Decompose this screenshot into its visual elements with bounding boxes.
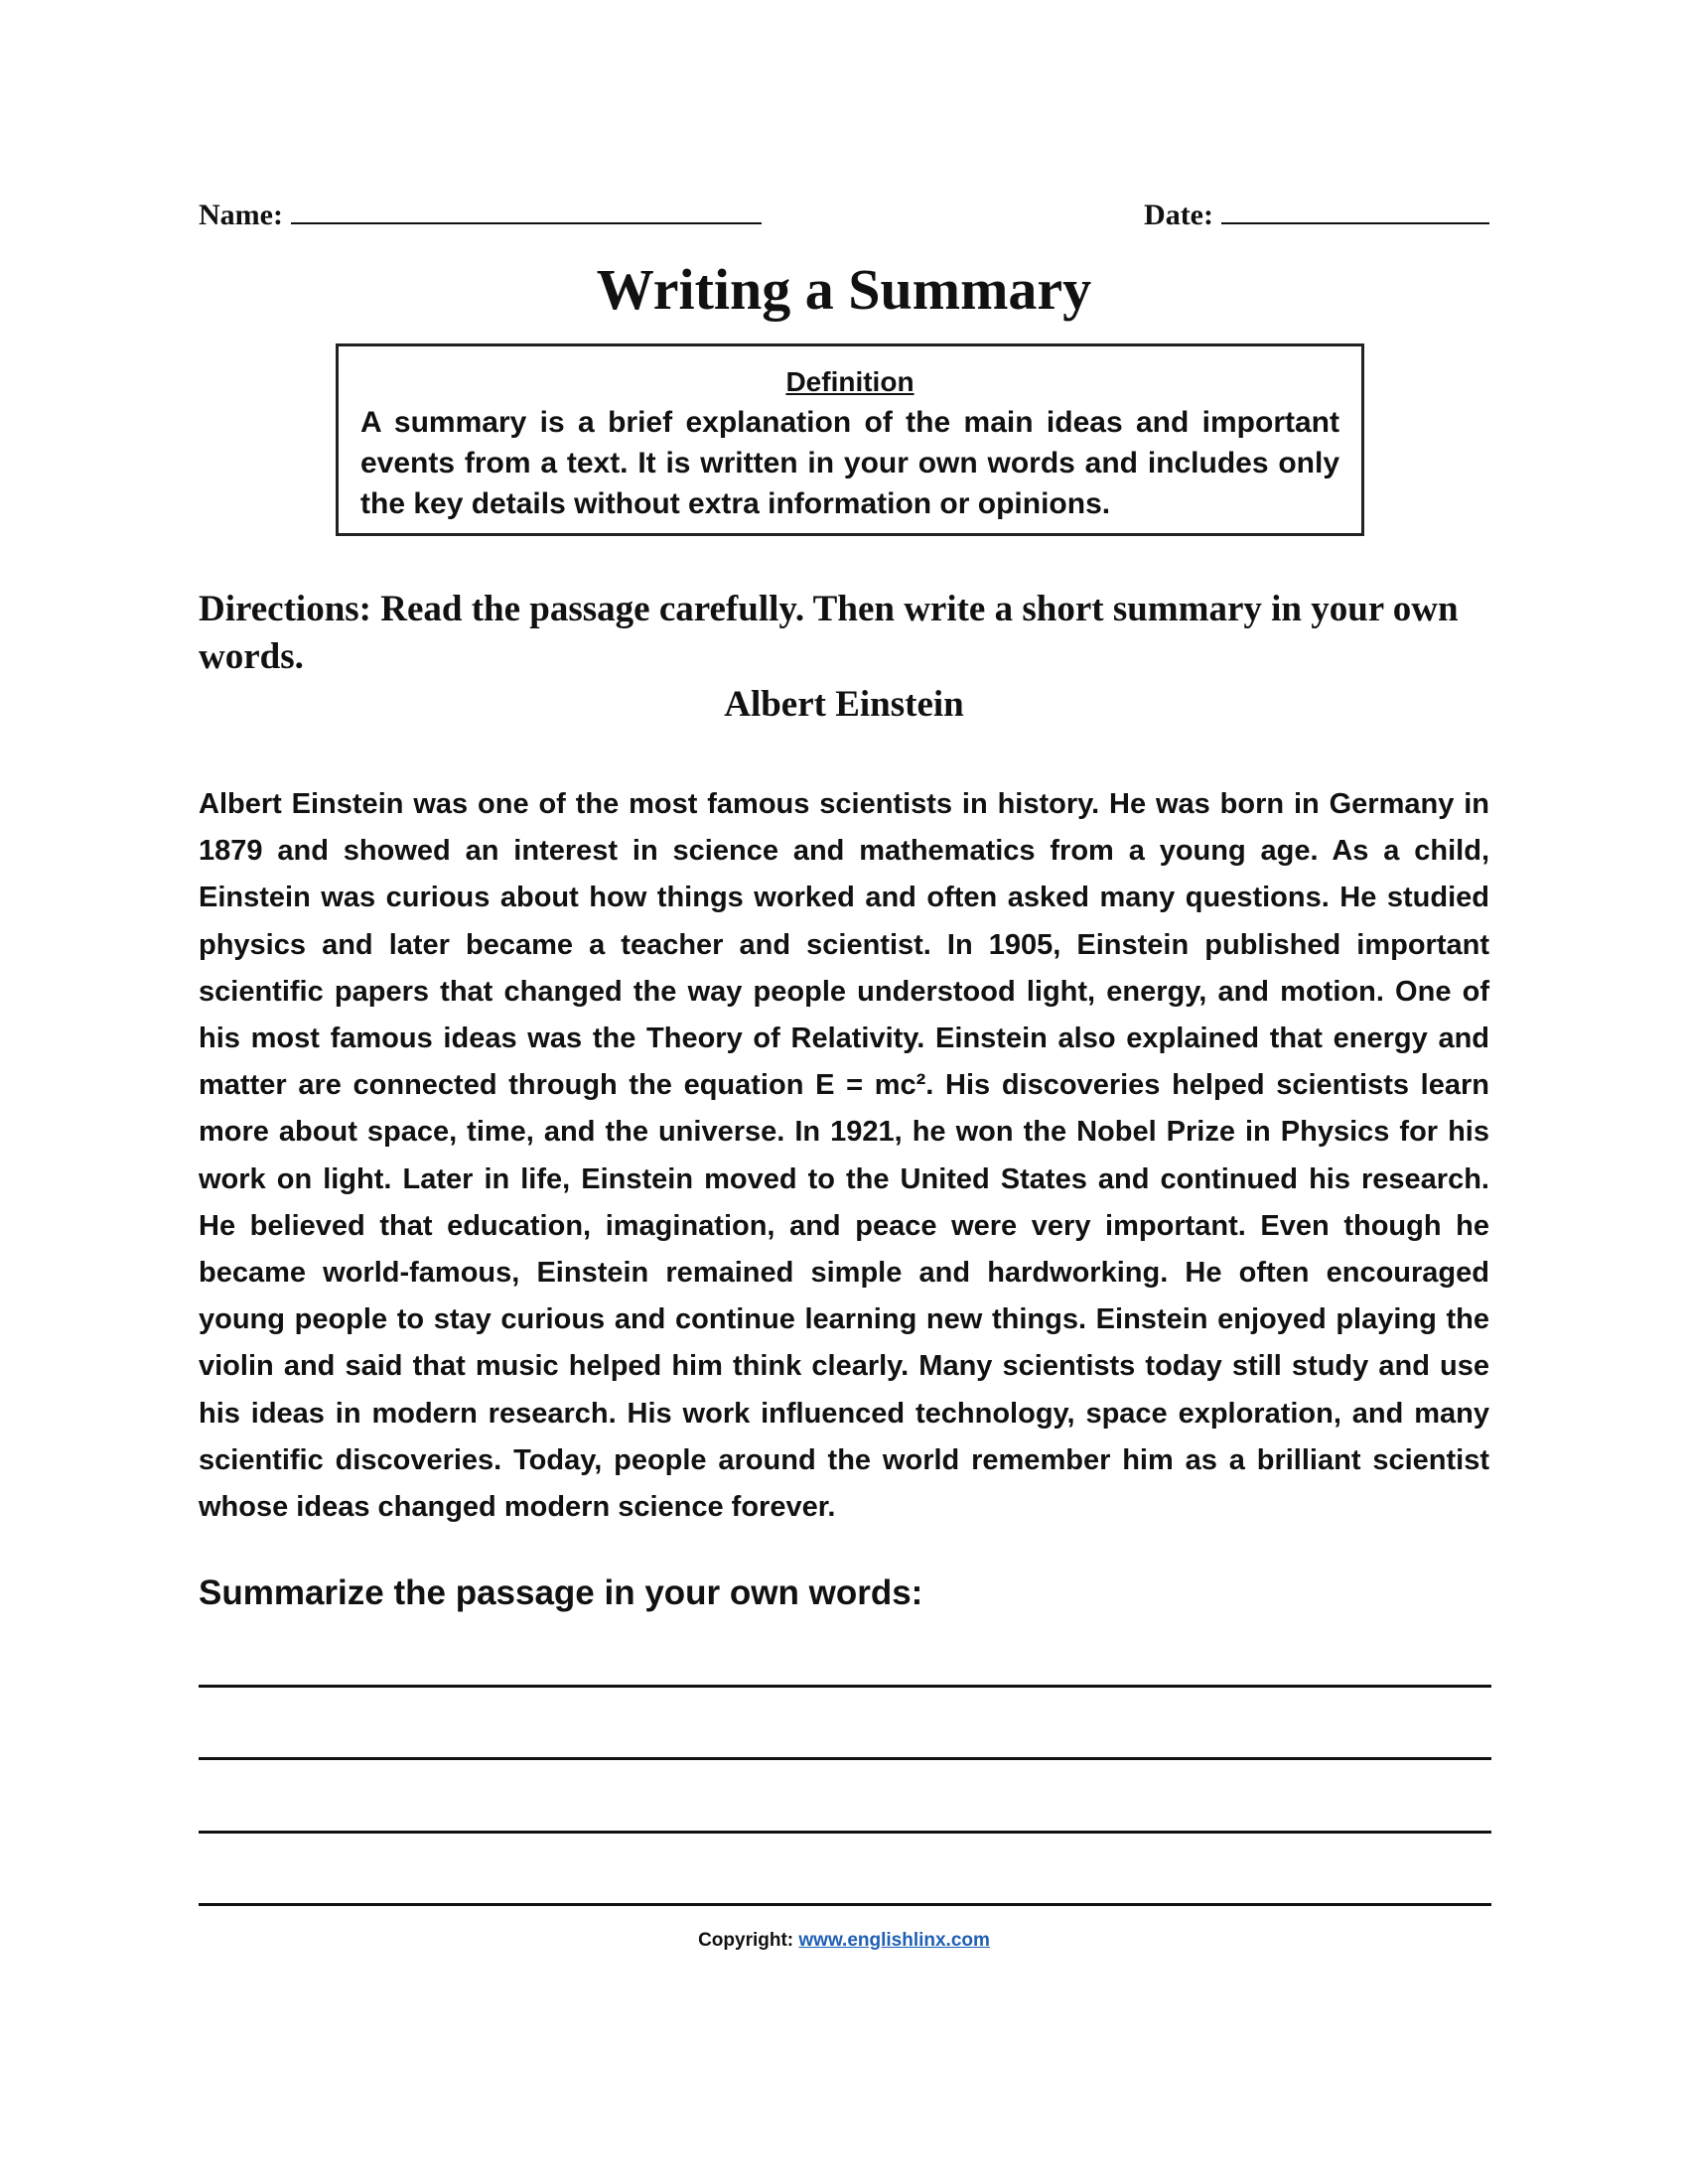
answer-line-1[interactable]	[199, 1685, 1491, 1688]
name-blank-line[interactable]	[291, 199, 762, 224]
copyright-label: Copyright:	[698, 1930, 794, 1951]
answer-line-4[interactable]	[199, 1903, 1491, 1906]
directions-text: Directions: Read the passage carefully. Then write a short summary in your own words.	[199, 589, 1459, 677]
summary-prompt: Summarize the passage in your own words:	[199, 1573, 923, 1612]
copyright-footer	[0, 1930, 1688, 1952]
answer-line-2[interactable]	[199, 1757, 1491, 1760]
definition-box	[336, 343, 1364, 536]
copyright-link[interactable]: www.englishlinx.com	[798, 1930, 990, 1951]
definition-text: A summary is a brief explanation of the main ideas and important events from a text. It is written in your own words and includes only the key details without extra information or opinions.	[360, 406, 1339, 520]
page-title: Writing a Summary	[596, 257, 1092, 322]
name-field[interactable]	[199, 199, 762, 232]
passage-title: Albert Einstein	[724, 684, 964, 725]
date-label: Date:	[1144, 199, 1213, 231]
date-blank-line[interactable]	[1221, 199, 1489, 224]
answer-line-3[interactable]	[199, 1831, 1491, 1834]
passage-text: Albert Einstein was one of the most famous scientists in history. He was born in Germany in 1879 and showed an interest in science and mathematics from a young age. As a child, Einstein was curious about how things worked and often asked many questions. He studied physics and later became a teacher and scientist. In 1905, Einstein published important scientific papers that changed the way people understood light, energy, and motion. One of his most famous ideas was the Theory of Relativity. Einstein also explained that energy and matter are connected through the equation E = mc². His discoveries helped scientists learn more about space, time, and the universe. In 1921, he won the Nobel Prize in Physics for his work on light. Later in life, Einstein moved to the United States and continued his research. He believed that education, imagination, and peace were very important. Even though he became world-famous, Einstein remained simple and hardworking. He often encouraged young people to stay curious and continue learning new things. Einstein enjoyed playing the violin and said that music helped him think clearly. Many scientists today still study and use his ideas in modern research. His work influenced technology, space exploration, and many scientific discoveries. Today, people around the world remember him as a brilliant scientist whose ideas changed modern science forever.	[199, 788, 1489, 1524]
definition-heading: Definition	[785, 366, 914, 397]
header-row	[199, 199, 1489, 242]
name-label: Name:	[199, 199, 283, 231]
date-field[interactable]	[1144, 199, 1489, 232]
